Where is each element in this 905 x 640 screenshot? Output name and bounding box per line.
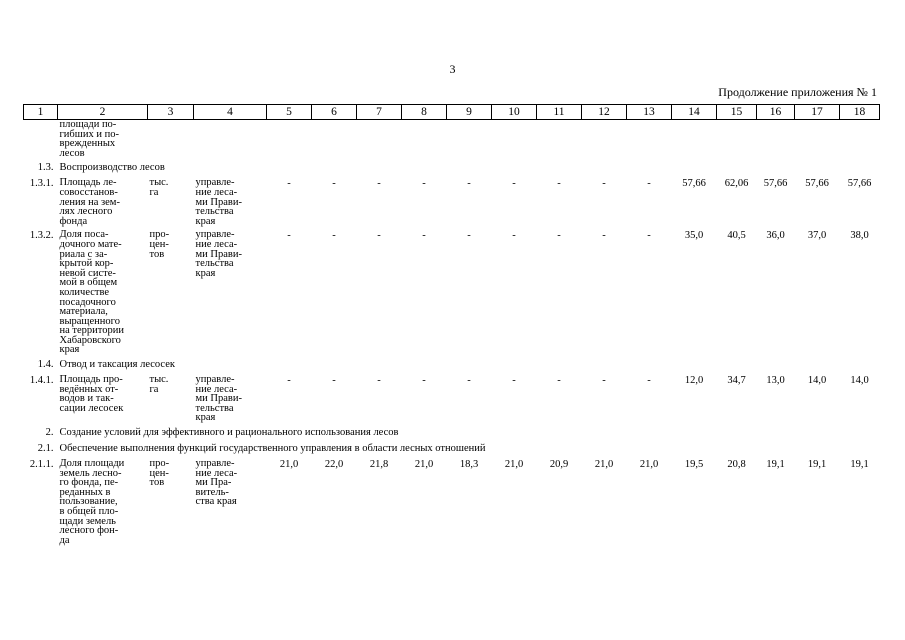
value-cell: - [647,178,651,190]
text-line: пользование, [59,496,118,508]
text-line: материала, [59,306,108,318]
text-line: на территории [59,325,124,337]
table-header-row [24,105,880,120]
empty-cell [402,120,447,159]
indicator-name [58,375,148,423]
value-cell: 13,0 [766,375,785,387]
table-row [24,375,880,423]
empty-cell [672,120,717,159]
value-cell: - [422,375,426,387]
text-line: в общей пло- [59,506,119,517]
text-line: Площадь про- [59,374,123,386]
value-cell: 21,0 [504,459,524,471]
value-cell: - [557,375,561,387]
value-cell: 57,66 [682,178,706,190]
value-cell: - [422,230,426,242]
text-line: ведённых от- [59,383,119,395]
value-cell: - [467,178,471,190]
table-row [24,230,880,355]
row-number: 2. [45,427,54,439]
text-line: мой в общем [59,277,118,289]
column-header: 6 [312,105,357,120]
text-line: края [59,344,80,356]
value-cell: 35,0 [684,230,704,242]
indicators-table [23,104,880,545]
column-header: 17 [795,105,840,120]
value-cell: 21,0 [594,459,614,471]
responsible [194,375,267,423]
column-header: 2 [58,105,148,120]
text-line: тыс. [149,374,169,386]
value-cell: - [467,230,471,242]
text-line: риала с за- [59,248,108,260]
unit [148,230,194,355]
row-number: 1.3.1. [29,178,54,190]
empty-cell [267,120,312,159]
column-header: 18 [840,105,880,120]
value-cell: 14,0 [807,375,827,387]
text-line: края [195,412,216,424]
empty-cell [840,120,880,159]
text-line: невой систе- [59,267,116,279]
table-body [24,120,880,546]
text-line: Доля площади [59,458,125,470]
column-header: 16 [757,105,795,120]
value-cell: - [332,178,336,190]
value-cell: 21,0 [639,459,659,471]
text-line: земель лесно- [59,467,122,479]
value-cell: - [647,230,651,242]
column-header: 4 [194,105,267,120]
empty-cell [447,120,492,159]
value-cell: 40,5 [727,230,746,242]
text-line: врежденных [59,138,116,150]
column-header: 5 [267,105,312,120]
value-cell: - [557,178,561,190]
column-header: 9 [447,105,492,120]
indicator-name [58,459,148,545]
text-line: лесов [59,147,85,159]
value-cell: - [332,230,336,242]
table-row [24,459,880,545]
text-line: площади по- [59,119,117,130]
text-line: Хабаровского [59,334,121,346]
column-header: 10 [492,105,537,120]
unit [148,459,194,545]
value-cell: 12,0 [684,375,704,387]
text-line: цен- [149,238,169,250]
empty-cell [795,120,840,159]
row-number: 2.1.1. [29,459,54,471]
text-line: га [149,383,159,395]
text-line: реданных в [59,486,111,498]
value-cell: 34,7 [727,375,746,387]
text-line: управле- [195,458,235,470]
unit [148,375,194,423]
text-line: щади земель [59,515,116,527]
text-line: ми Пра- [195,477,232,489]
row-number [24,120,58,159]
value-cell: - [602,375,606,387]
value-cell: 36,0 [766,230,785,242]
text-line: тельства [195,258,234,270]
value-cell: - [557,230,561,242]
value-cell: 38,0 [850,230,869,242]
column-header: 3 [148,105,194,120]
text-line: управле- [195,177,235,189]
text-line: тельства [195,206,234,218]
value-cell: 57,66 [847,178,872,190]
text-line: ми Прави- [195,393,242,405]
value-cell: 20,8 [727,459,746,471]
value-cell: 19,5 [684,459,704,471]
text-line: выращенного [59,315,120,327]
empty-cell [312,120,357,159]
continuation-label: Продолжение приложения № 1 [718,85,877,99]
row-number: 1.4. [37,359,54,371]
text-line: га [149,186,159,198]
value-cell: 19,1 [807,459,827,471]
value-cell: - [377,375,381,387]
text-line: посадочного [59,296,116,308]
section-title: Создание условий для эффективного и рационального использования лесов [59,427,399,439]
text-line: ние леса- [195,238,238,250]
text-line: ние леса- [195,186,238,198]
value-cell: 37,0 [807,230,827,242]
indicator-name [58,120,148,159]
section-title: Обеспечение выполнения функций государственного управления в области лесных отношений [59,443,486,455]
text-line: ние леса- [195,467,238,479]
value-cell: - [467,375,471,387]
value-cell: - [647,375,651,387]
text-line: сации лесосек [59,402,124,414]
text-line: витель- [195,486,229,498]
value-cell: 20,9 [549,459,569,471]
value-cell: 14,0 [850,375,869,387]
text-line: ние леса- [195,383,238,395]
empty-cell [537,120,582,159]
text-line: крытой кор- [59,258,114,270]
column-header: 15 [717,105,757,120]
text-line: тов [149,248,165,260]
empty-cell [717,120,757,159]
text-line: тельства [195,402,234,414]
text-line: управле- [195,374,235,386]
text-line: дочного мате- [59,238,122,250]
value-cell: - [512,178,516,190]
text-line: Площадь ле- [59,177,117,189]
value-cell: 21,0 [414,459,434,471]
section-row [24,443,880,455]
text-line: тыс. [149,177,169,189]
text-line: ления на зем- [59,196,120,208]
column-header: 7 [357,105,402,120]
text-line: количестве [59,286,110,298]
value-cell: 19,1 [850,459,869,471]
text-line: фонда [59,215,88,227]
text-line: края [195,215,216,227]
section-title: Воспроизводство лесов [59,162,165,174]
value-cell: - [287,375,291,387]
page-number: 3 [449,62,456,76]
empty-cell [148,120,194,159]
text-line: ми Прави- [195,196,242,208]
responsible [194,459,267,545]
value-cell: - [287,178,291,190]
section-row [24,162,880,174]
row-number: 2.1. [37,443,54,455]
responsible [194,230,267,355]
text-line: го фонда, пе- [59,477,119,489]
value-cell: 21,0 [279,459,299,471]
empty-cell [492,120,537,159]
column-header: 8 [402,105,447,120]
empty-cell [627,120,672,159]
column-header: 11 [537,105,582,120]
value-cell: - [422,178,426,190]
value-cell: - [377,178,381,190]
value-cell: 18,3 [459,459,479,471]
text-line: про- [149,229,170,241]
indicator-name [58,178,148,226]
value-cell: - [332,375,336,387]
text-line: Доля поса- [59,229,109,241]
text-line: про- [149,458,170,470]
value-cell: 22,0 [324,459,344,471]
value-cell: 57,66 [805,178,829,190]
value-cell: 62,06 [724,178,749,190]
table-row-continued [24,120,880,159]
text-line: да [59,534,70,546]
empty-cell [357,120,402,159]
text-line: совосстанов- [59,186,118,198]
row-number: 1.4.1. [29,375,54,387]
section-row [24,359,880,371]
text-line: водов и так- [59,393,114,405]
column-header: 14 [672,105,717,120]
column-header: 13 [627,105,672,120]
text-line: ми Прави- [195,248,242,260]
text-line: управле- [195,229,235,241]
empty-cell [194,120,267,159]
value-cell: - [512,375,516,387]
text-line: края [195,267,216,279]
value-cell: 57,66 [763,178,788,190]
value-cell: 21,8 [369,459,389,471]
text-line: тов [149,477,165,489]
text-line: лях лесного [59,206,113,218]
unit [148,178,194,226]
value-cell: - [287,230,291,242]
section-row [24,427,880,439]
text-line: цен- [149,467,169,479]
empty-cell [582,120,627,159]
value-cell: - [512,230,516,242]
empty-cell [757,120,795,159]
column-header: 12 [582,105,627,120]
value-cell: - [602,230,606,242]
indicator-name [58,230,148,355]
row-number: 1.3.2. [29,230,54,242]
value-cell: - [377,230,381,242]
responsible [194,178,267,226]
section-title: Отвод и таксация лесосек [59,359,175,371]
table-row [24,178,880,226]
column-header: 1 [24,105,58,120]
text-line: лесного фон- [59,525,119,537]
text-line: ства края [195,496,237,508]
value-cell: 19,1 [766,459,785,471]
text-line: гибших и по- [59,128,119,140]
row-number: 1.3. [37,162,54,174]
value-cell: - [602,178,606,190]
